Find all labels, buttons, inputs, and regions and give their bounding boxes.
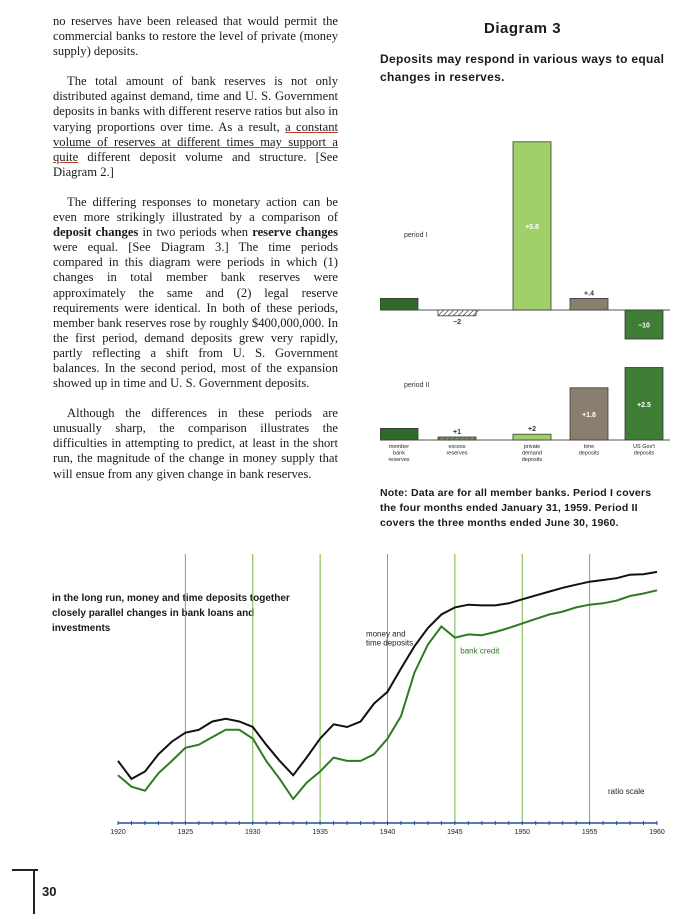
bar-2-3 [513, 434, 551, 440]
line-chart [100, 550, 675, 840]
category-label: bank [393, 450, 405, 457]
category-label: deposits [633, 450, 655, 457]
bar-value-label: +2.5 [637, 401, 651, 409]
bold-deposit-changes: deposit changes [53, 225, 139, 240]
x-tick-label: 1940 [379, 829, 396, 836]
x-tick-label: 1920 [110, 829, 126, 836]
bar-value-label: −2 [453, 318, 461, 326]
x-tick-label: 1950 [514, 829, 531, 836]
diagram-title: Diagram 3 [484, 20, 562, 37]
series-label-deposits: money and time deposits [365, 629, 414, 648]
category-label: private [523, 444, 541, 450]
bar-chart [380, 130, 670, 470]
underlined-phrase: a constant volume of reserves at different times may support a quite [53, 119, 338, 164]
category-label: deposits [578, 450, 600, 457]
diagram-note: Note: Data are for all member banks. Period I covers the four months ended January 31, 1959. Period II covers the three months ended June 30, 1960. [380, 487, 652, 529]
paragraph-3-text-end: were equal. [See Diagram 3.] The time periods compared in this diagram were periods in which (1) changes in total member bank reserves were approximately the same and (2) legal reserve requirements were identical. In both of these periods, member bank reserves rose by roughly $400,000,000. In the first period, demand deposits grew very rapidly, partly reflecting a shift from U. S. Government balances. In the second period, most of the expansion showed up in time and U. S. Government deposits. [53, 240, 338, 391]
category-label: reserves [388, 457, 410, 463]
bar-value-label: +5.8 [525, 223, 539, 231]
paragraph-2 [53, 74, 338, 180]
category-label: demand [522, 450, 542, 457]
bar-value-label: +1 [453, 429, 461, 436]
bar-2-1 [380, 428, 418, 440]
paragraph-3-text: The differing responses to monetary action can be even more strikingly illustrated by a comparison of [53, 194, 338, 225]
category-label: reserves [446, 450, 468, 457]
period-2-label: period II [404, 382, 430, 389]
x-tick-label: 1955 [581, 829, 598, 836]
period-1-label: period I [404, 232, 428, 239]
bar-value-label: +1.8 [582, 411, 596, 419]
bold-reserve-changes: reserve changes [252, 225, 339, 240]
series-label-bank-credit: bank credit [460, 646, 500, 656]
x-tick-label: 1930 [244, 829, 261, 836]
bar-1-1 [380, 298, 418, 310]
page-number: 30 [42, 884, 57, 899]
x-tick-label: 1960 [649, 829, 665, 836]
category-label: deposits [521, 457, 543, 463]
category-label: excess [448, 444, 466, 450]
x-tick-label: 1945 [447, 829, 463, 836]
x-tick-label: 1925 [177, 829, 194, 836]
paragraph-2-text: The total amount of bank reserves is not only distributed against demand, time and U. S. Government deposits in banks with different reserve ratios but also in varying proportions over time. As a result, [53, 74, 338, 134]
line-chart-caption: in the long run, money and time deposits together closely parallel changes in bank loans and investments [52, 593, 290, 634]
category-label: US Gov't [633, 444, 655, 450]
paragraph-4-text: Although the differences in these periods are unusually sharp, the comparison illustrates the difficulties in attempting to predict, at least in the short run, the magnitude of the change in money supply that will ensue from any given change in bank reserves. [53, 406, 338, 481]
bar-value-label: +.4 [584, 290, 594, 298]
bar-value-label: +2 [528, 426, 536, 434]
paragraph-2-text-end: different deposit volume and structure. [See Diagram 2.] [53, 149, 338, 179]
line-chart-axis [110, 821, 665, 836]
paragraph-1 [53, 14, 338, 59]
bar-value-label: −10 [638, 322, 650, 330]
category-label: time [583, 444, 595, 450]
paragraph-3 [53, 195, 338, 391]
bars-group [380, 142, 670, 463]
diagram-subtitle: Deposits may respond in various ways to equal changes in reserves. [380, 52, 665, 84]
bar-1-4 [570, 298, 608, 310]
x-tick-label: 1935 [312, 829, 328, 836]
ratio-scale-note: ratio scale [608, 787, 645, 796]
paragraph-3-text-mid: in two periods when [142, 225, 249, 240]
line-chart-gridlines [185, 554, 589, 823]
paragraph-1-text: no reserves have been released that would permit the commercial banks to restore the level of private (money supply) deposits. [53, 14, 338, 59]
category-label: member [388, 444, 410, 450]
paragraph-4 [53, 406, 338, 481]
page-corner-mark [12, 868, 42, 916]
body-text-column [53, 14, 338, 497]
